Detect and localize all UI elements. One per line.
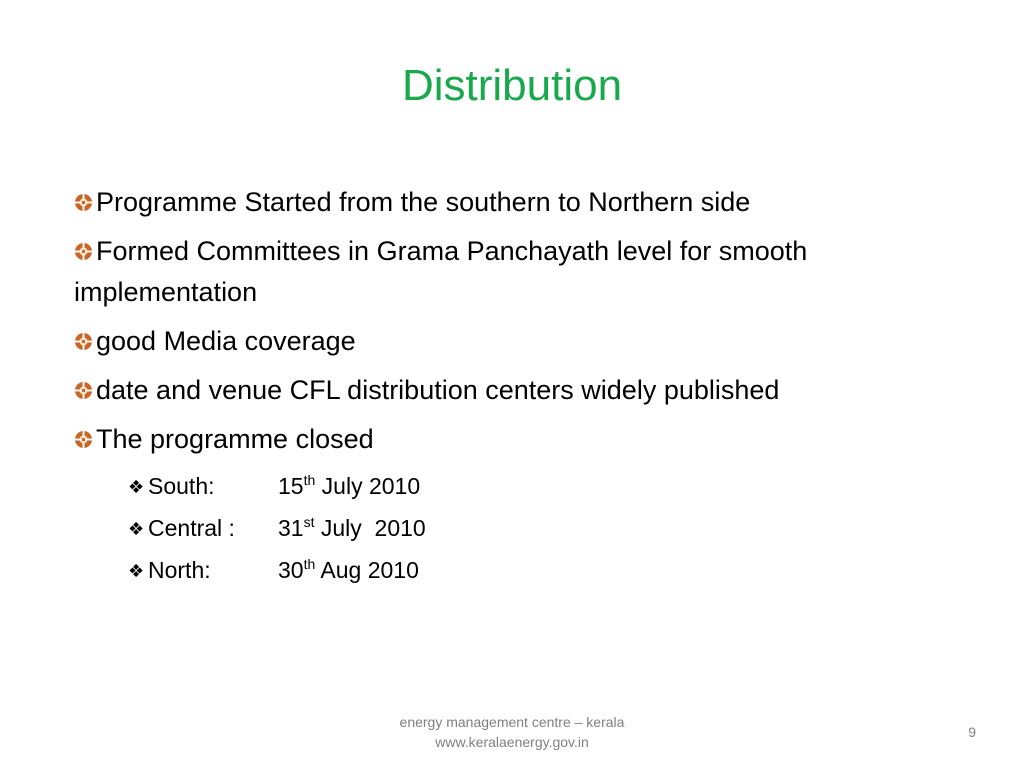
- slide-footer: [362, 712, 662, 752]
- footer-organization: energy management centre – kerala: [399, 714, 625, 730]
- bullet-text: The programme closed: [96, 424, 374, 454]
- date-suffix: st: [303, 514, 315, 530]
- diamond-bullet-icon: ❖: [128, 519, 145, 539]
- bullet-item: [74, 419, 944, 460]
- date-day: 15: [278, 473, 304, 499]
- region-label: Central :: [148, 515, 235, 541]
- bullet-item: [74, 370, 944, 411]
- sub-bullet-item-central: [128, 508, 426, 550]
- date-rest: July 2010: [314, 515, 426, 541]
- date-day: 30: [278, 557, 304, 583]
- sub-bullet-item-north: [128, 550, 426, 592]
- bullet-item: [74, 321, 944, 362]
- bullet-text: Programme Started from the southern to Northern side: [96, 187, 751, 217]
- date-rest: Aug 2010: [315, 557, 419, 583]
- bullet-text: date and venue CFL distribution centers widely published: [96, 375, 780, 405]
- date-suffix: th: [303, 556, 316, 572]
- diamond-bullet-icon: ❖: [128, 561, 145, 581]
- bullet-item: [74, 182, 944, 223]
- region-label: North:: [148, 557, 211, 583]
- sub-bullet-list: [128, 466, 426, 592]
- footer-website: www.keralaenergy.gov.in: [435, 734, 589, 750]
- gear-bullet-icon: [74, 381, 93, 400]
- gear-bullet-icon: [74, 193, 93, 212]
- bullet-text: good Media coverage: [96, 326, 356, 356]
- gear-bullet-icon: [74, 242, 93, 261]
- date-rest: July 2010: [315, 473, 421, 499]
- diamond-bullet-icon: ❖: [128, 477, 145, 497]
- date-suffix: th: [303, 472, 316, 488]
- bullet-text: Formed Committees in Grama Panchayath level for smooth implementation: [74, 236, 808, 307]
- region-label: South:: [148, 473, 215, 499]
- gear-bullet-icon: [74, 332, 93, 351]
- date-day: 31: [278, 515, 304, 541]
- slide-title: Distribution: [401, 61, 623, 110]
- sub-bullet-item-south: [128, 466, 426, 508]
- bullet-item: [74, 231, 944, 313]
- gear-bullet-icon: [74, 430, 93, 449]
- page-number: 9: [968, 724, 976, 740]
- bullet-list: [74, 182, 944, 468]
